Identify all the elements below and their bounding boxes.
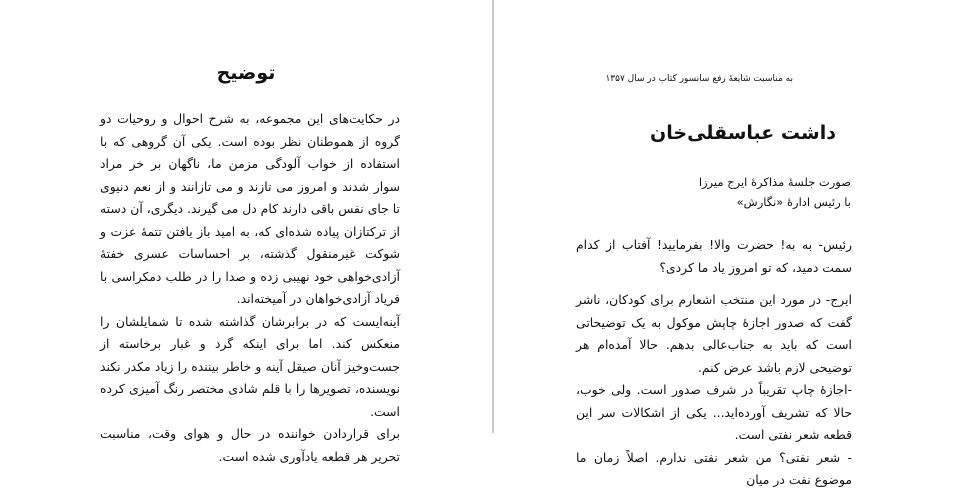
right-page-title: داشت عباسقلی‌خان [650,122,836,144]
left-paragraph-2: آینه‌ایست که در برابرشان گذاشته شده تا شمایلشان را منعکس کند. اما برای اینکه گرد و غبار برخاسته از جست‌وخیز آنان صیقل آینه و خاطر بیننده را زیاد مکدر نکند نویسنده، تصویرها را با قلم شادی مختصر رنگ آمیزی کرده است. [100,313,400,419]
right-paragraph-1: رئیس- به به! حضرت والا! بفرمایید! آفتاب از کدام سمت دمید، که تو امروز یاد ما کردی؟ [576,237,852,275]
right-paragraph-2: ایرج- در مورد این منتخب اشعارم برای کودکان، ناشر گفت که صدور اجازهٔ چاپش موکول به یک توضیحاتی است که باید به جناب‌عالی بدهم. حالا آمده‌ام هر توضیحی لازم باشد عرض کنم. [576,292,852,375]
right-page-subtitle [699,172,851,212]
left-page-body [100,108,400,468]
subtitle-line-2: با رئیس ادارهٔ «نگارش» [736,195,851,209]
right-paragraph-4: - شعر نفتی؟ من شعر نفتی ندارم. اصلاً زمان ما موضوع نفت در میان [576,449,852,487]
left-page-title: توضیح [216,62,276,84]
right-page-header-note: به مناسبت شایعهٔ رفع سانسور کتاب در سال ۱۳۵۷ [605,74,793,84]
right-paragraph-3: -اجازهٔ چاپ تقریباً در شرف صدور است. ولی خوب، حالا که تشریف آورده‌اید... یکی از اشکالات سر این قطعه شعر نفتی است. [576,382,852,442]
left-page [0,0,492,464]
left-paragraph-1: در حکایت‌های این مجموعه، به شرح احوال و روحیات دو گروه از هموطنان نظر بوده است. یکی آن گروهی که با استفاده از خواب آلودگی مزمن ما، ناگهان بر خر مراد سوار شدند و امروز می تازند و می تازانند و از نعم دنیوی تا جای نفس باقی دارند کام دل می گیرند. دیگری، آن دسته از ترکتازان پیاده شده‌ای که، به امید باز یافتن تتمهٔ عزت و شوکت غیرمنقول گذشته، بر احساسات عسری خفتهٔ آزادی‌خواهی خود نهیبی زده و صدا را در طلب دمکراسی با فریاد آزادی‌خواهان در آمیخته‌اند. [100,111,400,306]
subtitle-line-1: صورت جلسهٔ مذاکرهٔ ایرج میرزا [698,175,851,189]
right-page-body [576,234,852,492]
left-paragraph-3: برای قراردادن خواننده در حال و هوای وقت، مناسبت تحریر هر قطعه یادآوری شده است. [100,426,400,464]
